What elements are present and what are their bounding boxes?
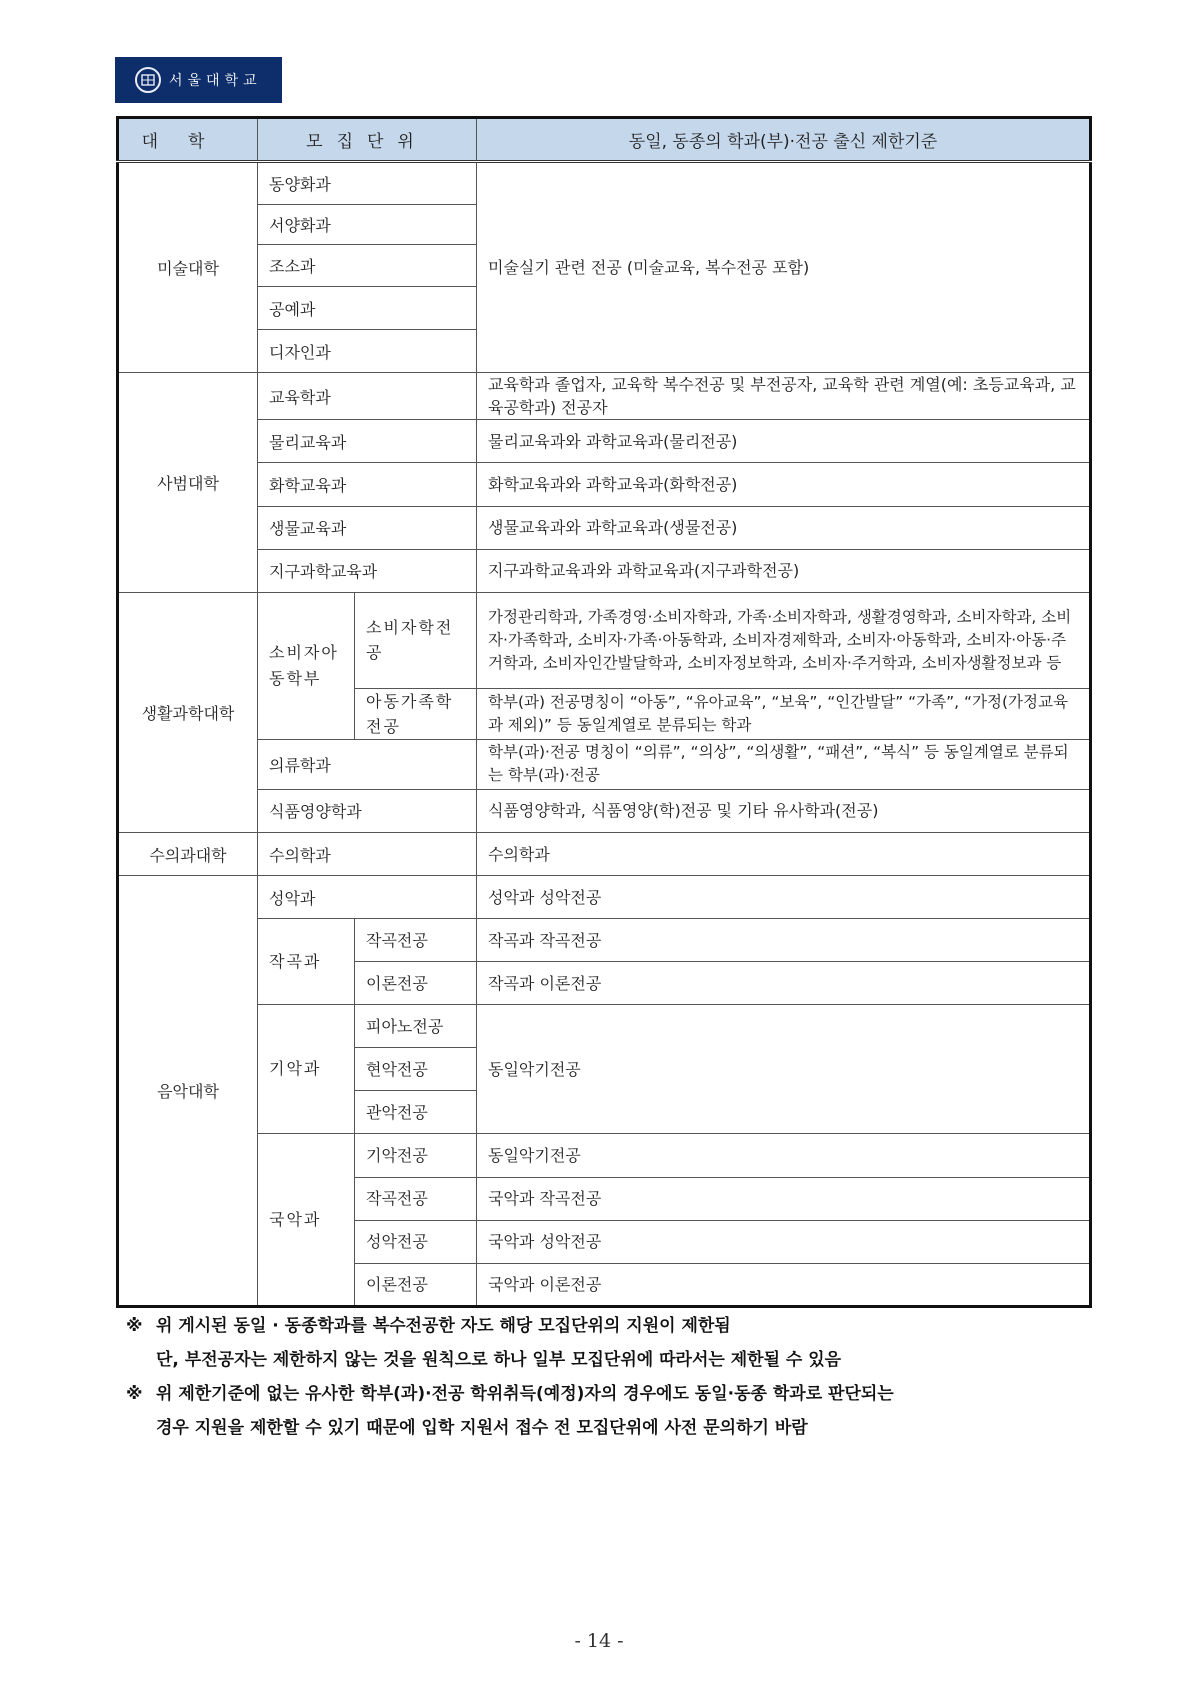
- table-header-row: [118, 118, 1091, 162]
- header-unit: 모집단위: [258, 118, 477, 162]
- sub-major-cell: 이론전공: [355, 1263, 477, 1306]
- unit-cell: 교육학과: [258, 373, 477, 420]
- sub-major-cell: 이론전공: [355, 962, 477, 1005]
- table-row: [118, 549, 1091, 592]
- criteria-cell: 국악과 작곡전공: [477, 1177, 1091, 1220]
- unit-cell: 성악과: [258, 876, 477, 919]
- sub-major-cell: 소비자학전공: [355, 592, 477, 688]
- criteria-cell: 수의학과: [477, 833, 1091, 876]
- criteria-cell: 식품영양학과, 식품영양(학)전공 및 기타 유사학과(전공): [477, 789, 1091, 832]
- criteria-cell: 작곡과 이론전공: [477, 962, 1091, 1005]
- table-row: [118, 162, 1091, 205]
- college-veterinary: 수의과대학: [118, 833, 258, 876]
- table-row: [118, 1134, 1091, 1177]
- unit-cell: 공예과: [258, 287, 477, 330]
- criteria-cell: 물리교육과와 과학교육과(물리전공): [477, 420, 1091, 463]
- sub-major-cell: 피아노전공: [355, 1005, 477, 1048]
- criteria-cell: 지구과학교육과와 과학교육과(지구과학전공): [477, 549, 1091, 592]
- sub-major-cell: 관악전공: [355, 1091, 477, 1134]
- table-row: [118, 463, 1091, 506]
- note-text: 경우 지원을 제한할 수 있기 때문에 입학 지원서 접수 전 모집단위에 사전 문의하기 바람: [156, 1418, 808, 1438]
- college-human-ecology: 생활과학대학: [118, 592, 258, 832]
- university-logo: [115, 57, 282, 103]
- dept-consumer-child: 소비자아동학부: [258, 592, 355, 739]
- sub-major-cell: 아동가족학전공: [355, 688, 477, 739]
- sub-major-cell: 작곡전공: [355, 1177, 477, 1220]
- note-line: [126, 1309, 1106, 1343]
- criteria-instrumental: 동일악기전공: [477, 1005, 1091, 1134]
- unit-cell: 서양화과: [258, 205, 477, 245]
- page-number: - 14 -: [574, 1630, 624, 1652]
- criteria-cell: 성악과 성악전공: [477, 876, 1091, 919]
- college-music: 음악대학: [118, 876, 258, 1307]
- table-row: [118, 506, 1091, 549]
- table-row: [118, 373, 1091, 420]
- criteria-cell: 화학교육과와 과학교육과(화학전공): [477, 463, 1091, 506]
- criteria-cell: 생물교육과와 과학교육과(생물전공): [477, 506, 1091, 549]
- dept-composition: 작곡과: [258, 919, 355, 1005]
- sub-major-cell: 현악전공: [355, 1048, 477, 1091]
- unit-cell: 수의학과: [258, 833, 477, 876]
- criteria-cell: 동일악기전공: [477, 1134, 1091, 1177]
- sub-major-cell: 성악전공: [355, 1220, 477, 1263]
- dept-instrumental: 기악과: [258, 1005, 355, 1134]
- restriction-table: [116, 116, 1092, 1308]
- header-college: 대학: [118, 118, 258, 162]
- sub-major-cell: 기악전공: [355, 1134, 477, 1177]
- notes-section: [126, 1309, 1106, 1445]
- criteria-cell: 국악과 성악전공: [477, 1220, 1091, 1263]
- note-text: 위 게시된 동일 · 동종학과를 복수전공한 자도 해당 모집단위의 지원이 제한됨: [156, 1316, 731, 1336]
- table-row: [118, 876, 1091, 919]
- table-row: [118, 1005, 1091, 1048]
- unit-cell: 물리교육과: [258, 420, 477, 463]
- table-row: [118, 739, 1091, 789]
- note-line: [126, 1343, 1106, 1377]
- table-row: [118, 919, 1091, 962]
- criteria-cell: 학부(과) 전공명칭이 “아동”, “유아교육”, “보육”, “인간발달” “가족”, “가정(가정교육과 제외)” 등 동일계열로 분류되는 학과: [477, 688, 1091, 739]
- note-text: 위 제한기준에 없는 유사한 학부(과)·전공 학위취득(예정)자의 경우에도 동일·동종 학과로 판단되는: [156, 1384, 894, 1404]
- sub-major-cell: 작곡전공: [355, 919, 477, 962]
- logo-text: 서울대학교: [169, 73, 262, 89]
- table-row: [118, 420, 1091, 463]
- unit-cell: 화학교육과: [258, 463, 477, 506]
- criteria-cell: 작곡과 작곡전공: [477, 919, 1091, 962]
- dept-korean-music: 국악과: [258, 1134, 355, 1307]
- table-row: [118, 833, 1091, 876]
- criteria-cell: 국악과 이론전공: [477, 1263, 1091, 1306]
- university-emblem-icon: [135, 67, 161, 93]
- college-art: 미술대학: [118, 162, 258, 373]
- note-line: [126, 1377, 1106, 1411]
- unit-cell: 동양화과: [258, 162, 477, 205]
- note-line: [126, 1411, 1106, 1445]
- criteria-cell: 학부(과)·전공 명칭이 “의류”, “의상”, “의생활”, “패션”, “복식” 등 동일계열로 분류되는 학부(과)·전공: [477, 739, 1091, 789]
- table-row: [118, 592, 1091, 688]
- reference-mark: ※: [126, 1384, 143, 1404]
- unit-cell: 지구과학교육과: [258, 549, 477, 592]
- unit-cell: 디자인과: [258, 330, 477, 373]
- criteria-cell: 교육학과 졸업자, 교육학 복수전공 및 부전공자, 교육학 관련 계열(예: 초등교육과, 교육공학과) 전공자: [477, 373, 1091, 420]
- reference-mark: ※: [126, 1316, 143, 1336]
- unit-cell: 생물교육과: [258, 506, 477, 549]
- college-education: 사범대학: [118, 373, 258, 592]
- unit-cell: 조소과: [258, 245, 477, 287]
- unit-cell: 의류학과: [258, 739, 477, 789]
- note-text: 단, 부전공자는 제한하지 않는 것을 원칙으로 하나 일부 모집단위에 따라서는 제한될 수 있음: [156, 1350, 842, 1370]
- criteria-cell: 가정관리학과, 가족경영·소비자학과, 가족·소비자학과, 생활경영학과, 소비자학과, 소비자·가족학과, 소비자·가족·아동학과, 소비자경제학과, 소비자·아동학과, 소비자·아동·주거학과, 소비자인간발달학과, 소비자정보학과, 소비자·주거학과, 소비자생활정보과 등: [477, 592, 1091, 688]
- header-criteria: 동일, 동종의 학과(부)·전공 출신 제한기준: [477, 118, 1091, 162]
- table-row: [118, 789, 1091, 832]
- unit-cell: 식품영양학과: [258, 789, 477, 832]
- criteria-art: 미술실기 관련 전공 (미술교육, 복수전공 포함): [477, 162, 1091, 373]
